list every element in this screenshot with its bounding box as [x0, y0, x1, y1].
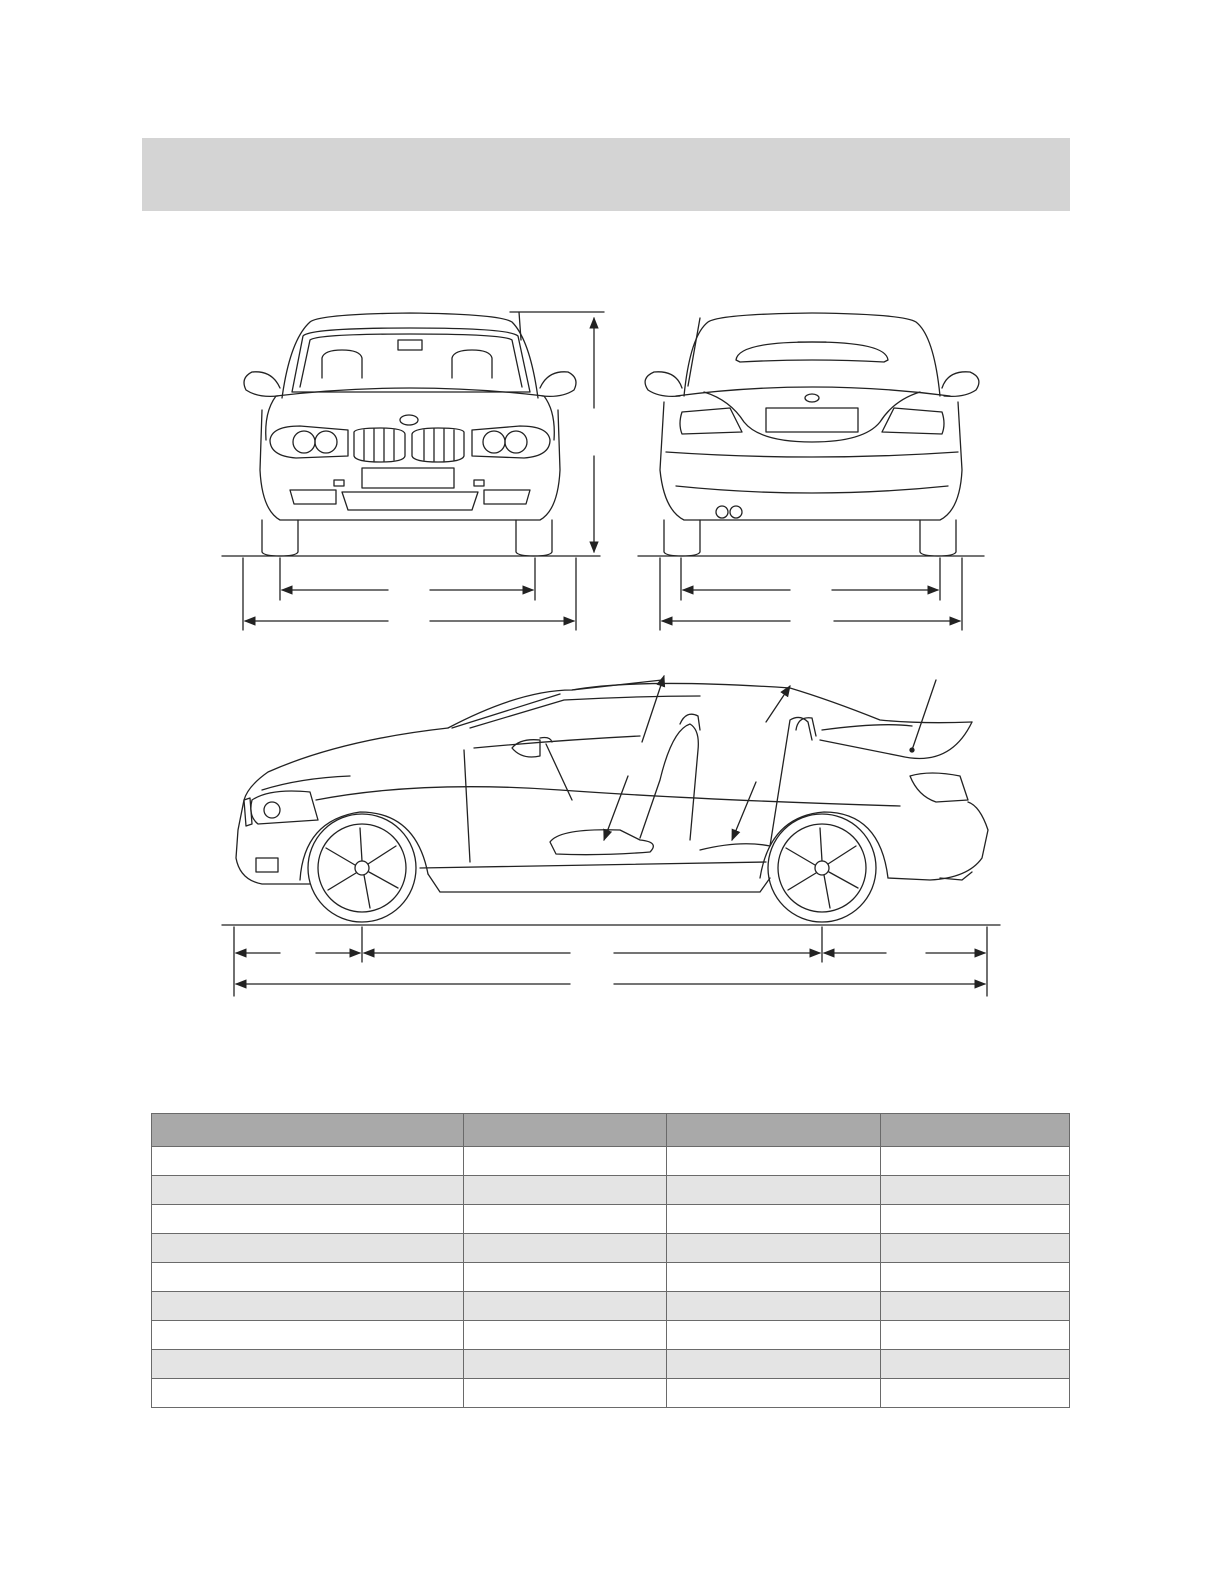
table-cell — [881, 1205, 1070, 1234]
table-cell — [881, 1176, 1070, 1205]
table-cell — [464, 1321, 667, 1350]
table-header-cell — [152, 1114, 464, 1147]
table-cell — [667, 1321, 881, 1350]
table-cell — [152, 1176, 464, 1205]
table-cell — [881, 1321, 1070, 1350]
table-row — [152, 1205, 1070, 1234]
table-cell — [667, 1379, 881, 1408]
table-cell — [464, 1350, 667, 1379]
table-cell — [881, 1263, 1070, 1292]
table-cell — [464, 1263, 667, 1292]
table-cell — [152, 1205, 464, 1234]
front-view — [222, 312, 604, 630]
table-cell — [667, 1263, 881, 1292]
table-cell — [152, 1234, 464, 1263]
table-cell — [881, 1234, 1070, 1263]
table-cell — [152, 1379, 464, 1408]
table-header-cell — [464, 1114, 667, 1147]
table-cell — [667, 1205, 881, 1234]
table-cell — [152, 1292, 464, 1321]
table-header-row — [152, 1114, 1070, 1147]
table-cell — [881, 1350, 1070, 1379]
table-row — [152, 1147, 1070, 1176]
table-cell — [667, 1292, 881, 1321]
table-cell — [464, 1379, 667, 1408]
table-cell — [881, 1292, 1070, 1321]
table-header-cell — [667, 1114, 881, 1147]
side-view — [222, 676, 1000, 996]
table-cell — [464, 1147, 667, 1176]
table-cell — [881, 1147, 1070, 1176]
table-row — [152, 1350, 1070, 1379]
table-cell — [152, 1147, 464, 1176]
table-cell — [667, 1350, 881, 1379]
table-cell — [464, 1176, 667, 1205]
table-cell — [152, 1321, 464, 1350]
table-row — [152, 1176, 1070, 1205]
table-cell — [881, 1379, 1070, 1408]
table-row — [152, 1292, 1070, 1321]
table-row — [152, 1263, 1070, 1292]
table-cell — [464, 1234, 667, 1263]
table-cell — [667, 1234, 881, 1263]
table-cell — [464, 1205, 667, 1234]
spec-table — [151, 1113, 1070, 1408]
table-cell — [667, 1176, 881, 1205]
table-row — [152, 1379, 1070, 1408]
table-cell — [152, 1263, 464, 1292]
table-cell — [152, 1350, 464, 1379]
table-cell — [667, 1147, 881, 1176]
table-cell — [464, 1292, 667, 1321]
table-row — [152, 1234, 1070, 1263]
rear-view — [638, 313, 984, 630]
table-header-cell — [881, 1114, 1070, 1147]
table-row — [152, 1321, 1070, 1350]
